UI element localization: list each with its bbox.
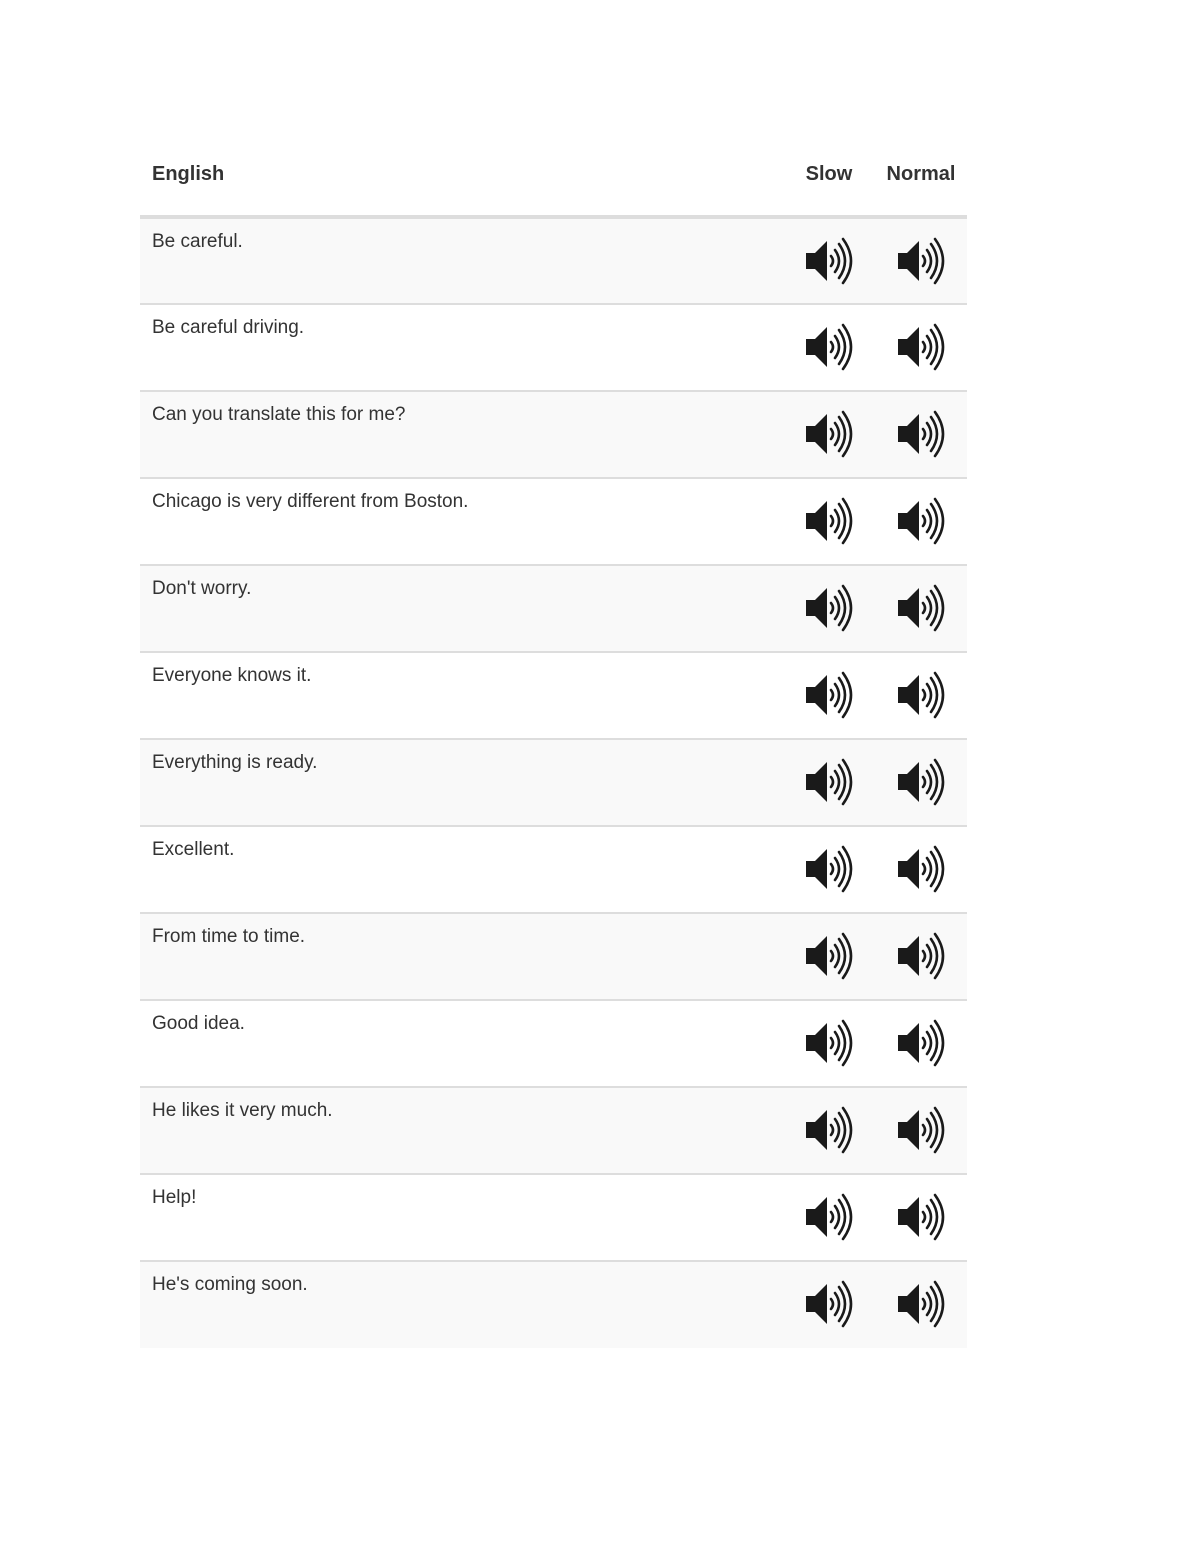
slow-audio-cell <box>783 826 875 913</box>
speaker-icon <box>803 1104 855 1156</box>
normal-audio-button[interactable] <box>895 408 947 460</box>
table-row <box>140 217 967 304</box>
table-row <box>140 1261 967 1348</box>
slow-audio-cell <box>783 565 875 652</box>
table-row <box>140 565 967 652</box>
phrase-text: Help! <box>140 1174 783 1261</box>
slow-audio-button[interactable] <box>803 930 855 982</box>
slow-audio-button[interactable] <box>803 321 855 373</box>
slow-audio-button[interactable] <box>803 669 855 721</box>
normal-audio-button[interactable] <box>895 321 947 373</box>
normal-audio-cell <box>875 1261 967 1348</box>
slow-audio-button[interactable] <box>803 843 855 895</box>
normal-audio-cell <box>875 913 967 1000</box>
slow-audio-button[interactable] <box>803 1104 855 1156</box>
speaker-icon <box>895 669 947 721</box>
normal-audio-cell <box>875 1000 967 1087</box>
normal-audio-cell <box>875 1174 967 1261</box>
slow-audio-cell <box>783 478 875 565</box>
header-slow: Slow <box>783 133 875 217</box>
table-row <box>140 304 967 391</box>
slow-audio-cell <box>783 1261 875 1348</box>
phrase-text: Everyone knows it. <box>140 652 783 739</box>
speaker-icon <box>803 669 855 721</box>
normal-audio-cell <box>875 217 967 304</box>
phrase-text: He's coming soon. <box>140 1261 783 1348</box>
phrase-list <box>140 217 967 1348</box>
slow-audio-button[interactable] <box>803 495 855 547</box>
slow-audio-cell <box>783 1000 875 1087</box>
table-row <box>140 1000 967 1087</box>
speaker-icon <box>803 235 855 287</box>
table-row <box>140 478 967 565</box>
table-row <box>140 652 967 739</box>
phrase-text: Everything is ready. <box>140 739 783 826</box>
phrase-text: Don't worry. <box>140 565 783 652</box>
normal-audio-button[interactable] <box>895 756 947 808</box>
slow-audio-cell <box>783 739 875 826</box>
speaker-icon <box>895 1278 947 1330</box>
phrase-text: Be careful. <box>140 217 783 304</box>
speaker-icon <box>803 321 855 373</box>
table-row <box>140 391 967 478</box>
phrase-table <box>140 133 967 1348</box>
phrase-text: He likes it very much. <box>140 1087 783 1174</box>
normal-audio-cell <box>875 739 967 826</box>
phrase-text: Chicago is very different from Boston. <box>140 478 783 565</box>
phrase-text: Be careful driving. <box>140 304 783 391</box>
normal-audio-cell <box>875 652 967 739</box>
slow-audio-button[interactable] <box>803 582 855 634</box>
normal-audio-button[interactable] <box>895 930 947 982</box>
speaker-icon <box>803 495 855 547</box>
normal-audio-cell <box>875 304 967 391</box>
speaker-icon <box>803 408 855 460</box>
speaker-icon <box>895 408 947 460</box>
slow-audio-button[interactable] <box>803 408 855 460</box>
speaker-icon <box>803 582 855 634</box>
slow-audio-cell <box>783 391 875 478</box>
table-row <box>140 1174 967 1261</box>
slow-audio-cell <box>783 217 875 304</box>
normal-audio-button[interactable] <box>895 669 947 721</box>
normal-audio-cell <box>875 1087 967 1174</box>
speaker-icon <box>895 495 947 547</box>
slow-audio-button[interactable] <box>803 235 855 287</box>
slow-audio-button[interactable] <box>803 1278 855 1330</box>
speaker-icon <box>895 582 947 634</box>
speaker-icon <box>895 321 947 373</box>
speaker-icon <box>895 1104 947 1156</box>
phrase-text: From time to time. <box>140 913 783 1000</box>
normal-audio-cell <box>875 565 967 652</box>
speaker-icon <box>895 1191 947 1243</box>
header-normal: Normal <box>875 133 967 217</box>
speaker-icon <box>803 1191 855 1243</box>
slow-audio-button[interactable] <box>803 756 855 808</box>
slow-audio-cell <box>783 652 875 739</box>
speaker-icon <box>895 756 947 808</box>
slow-audio-cell <box>783 304 875 391</box>
speaker-icon <box>803 930 855 982</box>
table-header-row <box>140 133 967 217</box>
speaker-icon <box>895 843 947 895</box>
table-row <box>140 1087 967 1174</box>
table-row <box>140 739 967 826</box>
speaker-icon <box>895 930 947 982</box>
slow-audio-cell <box>783 1087 875 1174</box>
phrase-text: Can you translate this for me? <box>140 391 783 478</box>
normal-audio-button[interactable] <box>895 1278 947 1330</box>
normal-audio-button[interactable] <box>895 582 947 634</box>
slow-audio-cell <box>783 1174 875 1261</box>
slow-audio-cell <box>783 913 875 1000</box>
normal-audio-button[interactable] <box>895 1017 947 1069</box>
speaker-icon <box>895 235 947 287</box>
normal-audio-button[interactable] <box>895 1104 947 1156</box>
normal-audio-button[interactable] <box>895 495 947 547</box>
speaker-icon <box>895 1017 947 1069</box>
normal-audio-button[interactable] <box>895 843 947 895</box>
normal-audio-button[interactable] <box>895 1191 947 1243</box>
speaker-icon <box>803 1017 855 1069</box>
speaker-icon <box>803 843 855 895</box>
header-english: English <box>140 133 783 217</box>
phrase-text: Good idea. <box>140 1000 783 1087</box>
phrase-text: Excellent. <box>140 826 783 913</box>
speaker-icon <box>803 756 855 808</box>
normal-audio-cell <box>875 478 967 565</box>
normal-audio-cell <box>875 826 967 913</box>
speaker-icon <box>803 1278 855 1330</box>
slow-audio-button[interactable] <box>803 1191 855 1243</box>
normal-audio-button[interactable] <box>895 235 947 287</box>
table-row <box>140 913 967 1000</box>
slow-audio-button[interactable] <box>803 1017 855 1069</box>
normal-audio-cell <box>875 391 967 478</box>
table-row <box>140 826 967 913</box>
